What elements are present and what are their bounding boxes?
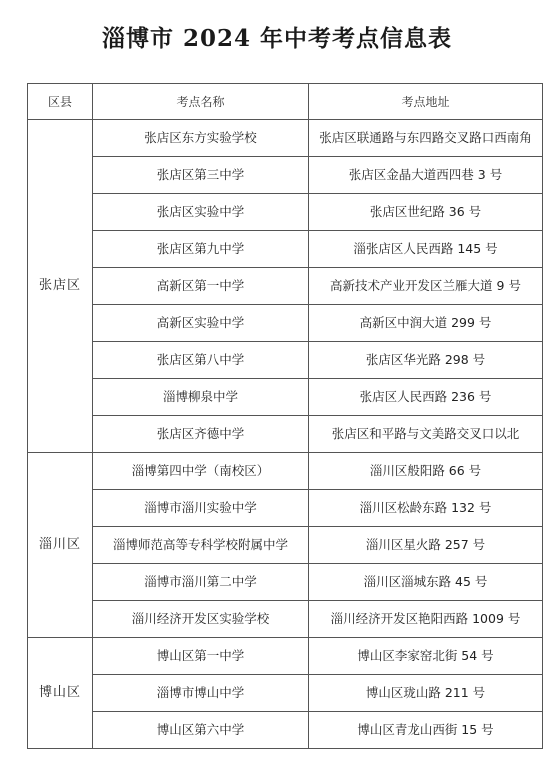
table-row — [28, 342, 543, 379]
table-row — [28, 527, 543, 564]
site-name: 高新区第一中学 — [93, 268, 309, 305]
header-site-address: 考点地址 — [309, 84, 543, 120]
site-name: 淄川经济开发区实验学校 — [93, 601, 309, 638]
site-name: 博山区第一中学 — [93, 638, 309, 675]
table-row — [28, 194, 543, 231]
site-address: 博山区珑山路 211 号 — [309, 675, 543, 712]
site-address: 淄川区星火路 257 号 — [309, 527, 543, 564]
site-name: 淄博市淄川第二中学 — [93, 564, 309, 601]
site-address: 淄张店区人民西路 145 号 — [309, 231, 543, 268]
site-address: 淄川区松龄东路 132 号 — [309, 490, 543, 527]
district-cell-zhangdian: 张店区 — [28, 120, 93, 453]
table-header-row — [28, 84, 543, 120]
page-title: 淄博市 2024 年中考考点信息表 — [101, 25, 453, 52]
table-row — [28, 157, 543, 194]
header-site-name: 考点名称 — [93, 84, 309, 120]
site-address: 张店区联通路与东四路交叉路口西南角 — [309, 120, 543, 157]
table-row — [28, 120, 543, 157]
district-cell-boshan: 博山区 — [28, 638, 93, 749]
site-name: 淄博第四中学（南校区） — [93, 453, 309, 490]
site-name: 张店区第九中学 — [93, 231, 309, 268]
site-address: 张店区人民西路 236 号 — [309, 379, 543, 416]
site-name: 张店区实验中学 — [93, 194, 309, 231]
site-address: 博山区青龙山西街 15 号 — [309, 712, 543, 749]
table-row — [28, 638, 543, 675]
site-address: 张店区和平路与文美路交叉口以北 — [309, 416, 543, 453]
site-name: 张店区第八中学 — [93, 342, 309, 379]
site-name: 淄博柳泉中学 — [93, 379, 309, 416]
site-address: 淄川区淄城东路 45 号 — [309, 564, 543, 601]
site-address: 高新技术产业开发区兰雁大道 9 号 — [309, 268, 543, 305]
table-row — [28, 490, 543, 527]
district-cell-zichuan: 淄川区 — [28, 453, 93, 638]
site-name: 张店区齐德中学 — [93, 416, 309, 453]
table-row — [28, 231, 543, 268]
site-name: 张店区第三中学 — [93, 157, 309, 194]
table-row — [28, 305, 543, 342]
site-address: 张店区金晶大道西四巷 3 号 — [309, 157, 543, 194]
site-name: 博山区第六中学 — [93, 712, 309, 749]
header-district: 区县 — [28, 84, 93, 120]
exam-site-table — [27, 83, 543, 749]
site-address: 张店区华光路 298 号 — [309, 342, 543, 379]
table-row — [28, 379, 543, 416]
table-row — [28, 416, 543, 453]
site-name: 淄博市淄川实验中学 — [93, 490, 309, 527]
site-name: 张店区东方实验学校 — [93, 120, 309, 157]
site-address: 高新区中润大道 299 号 — [309, 305, 543, 342]
site-name: 淄博师范高等专科学校附属中学 — [93, 527, 309, 564]
table-row — [28, 675, 543, 712]
table-row — [28, 268, 543, 305]
site-address: 淄川区般阳路 66 号 — [309, 453, 543, 490]
site-address: 张店区世纪路 36 号 — [309, 194, 543, 231]
table-row — [28, 453, 543, 490]
site-name: 高新区实验中学 — [93, 305, 309, 342]
site-address: 博山区李家窑北街 54 号 — [309, 638, 543, 675]
table-row — [28, 601, 543, 638]
site-name: 淄博市博山中学 — [93, 675, 309, 712]
table-row — [28, 712, 543, 749]
site-address: 淄川经济开发区艳阳西路 1009 号 — [309, 601, 543, 638]
table-row — [28, 564, 543, 601]
